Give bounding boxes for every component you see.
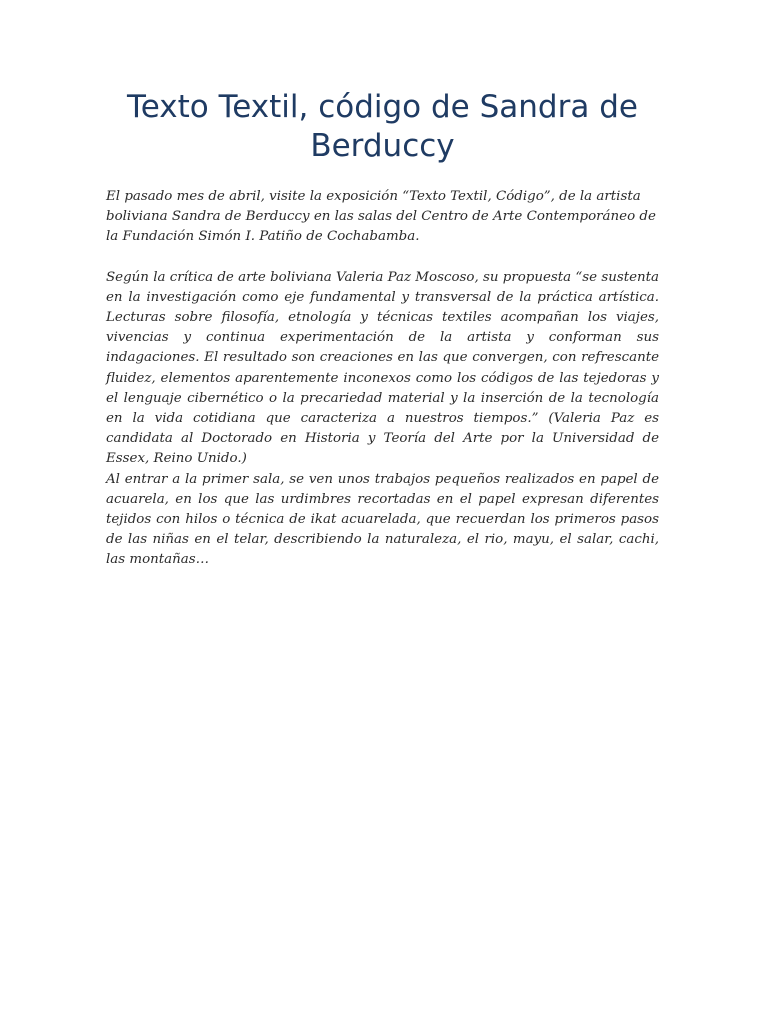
paragraph-first-room: Al entrar a la primer sala, se ven unos trabajos pequeños realizados en papel de acuarela, en los que las urdimbres recortadas en el papel expresan diferentes tejidos con hilos o técnica de ikat acuarelada, que recuerdan los primeros pasos de las niñas en el telar, describiendo la naturaleza, el rio, mayu, el salar, cachi, las montañas… [106,471,659,568]
paragraph-intro: El pasado mes de abril, visite la exposición “Texto Textil, Código”, de la artista boliviana Sandra de Berduccy en las salas del Centro de Arte Contemporáneo de la Fundación Simón I. Patiño de Cochabamba. [106,189,656,245]
document-title: Texto Textil, código de Sandra de Berduccy [127,89,638,164]
document-body [106,187,659,571]
paragraph-critique: Según la crítica de arte boliviana Valeria Paz Moscoso, su propuesta “se sustenta en la investigación como eje fundamental y transversal de la práctica artística. Lecturas sobre filosofía, etnología y técnicas textiles acompañan los viajes, vivencias y continua experimentación de la artista y conforman sus indagaciones. El resultado son creaciones en las que convergen, con refrescante fluidez, elementos aparentemente inconexos como los códigos de las tejedoras y el lenguaje cibernético o la precariedad material y la inserción de la tecnología en la vida cotidiana que caracteriza a nuestros tiempos.” (Valeria Paz es candidata al Doctorado en Historia y Teoría del Arte por la Universidad de Essex, Reino Unido.) [106,269,659,467]
